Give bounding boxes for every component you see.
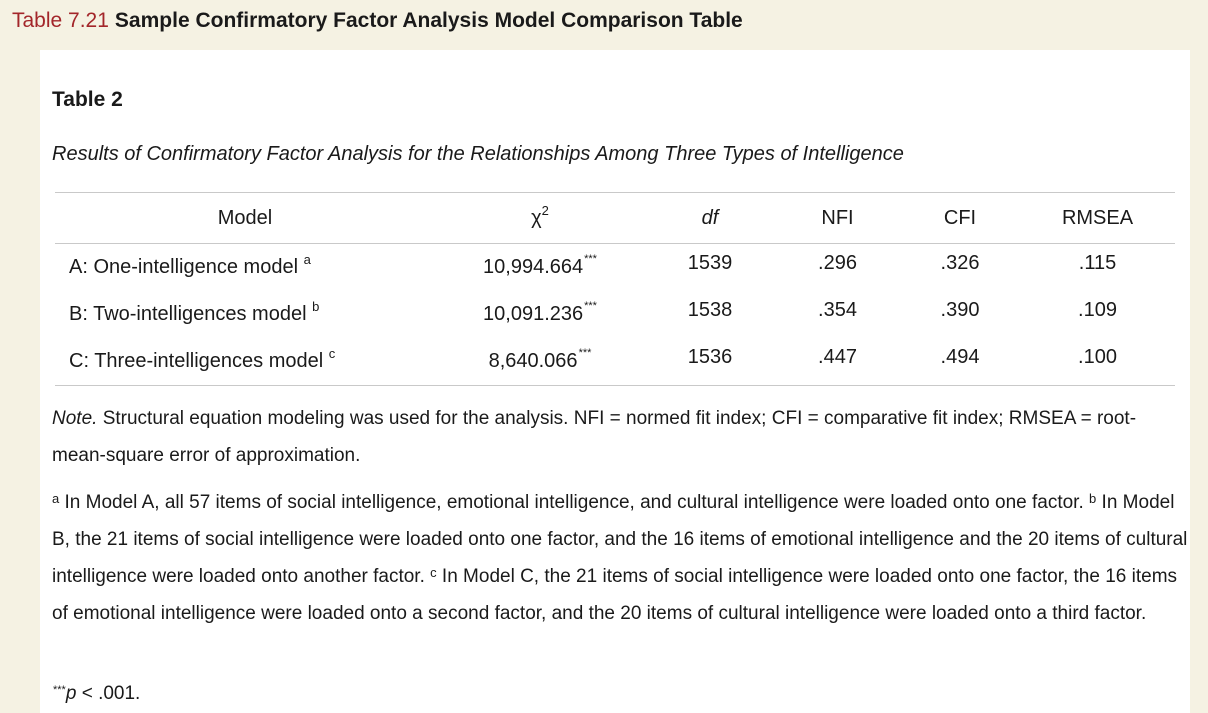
cell-rmsea: [1020, 244, 1175, 292]
table-number: Table 7.21: [12, 9, 109, 32]
footnote-a-text: In Model A, all 57 items of social intelligence, emotional intelligence, and cultural intelligence were loaded onto one factor.: [59, 492, 1090, 513]
model-footnote-marker: a: [303, 252, 311, 267]
table-caption: Results of Confirmatory Factor Analysis for the Relationships Among Three Types of Intelligence: [52, 143, 904, 165]
header-row: [55, 193, 1175, 244]
table-footnotes: [52, 484, 1197, 632]
model-footnote-marker: c: [328, 346, 336, 361]
probability-text: < .001.: [76, 683, 141, 704]
significance-stars: ***: [584, 300, 597, 312]
cfi-value: .494: [940, 346, 980, 368]
rmsea-value: .115: [1078, 252, 1117, 274]
model-footnote-marker: b: [312, 299, 320, 314]
nfi-value: .447: [818, 346, 857, 368]
df-value: 1538: [687, 299, 733, 321]
df-value: 1536: [687, 346, 733, 368]
significance-stars: ***: [578, 347, 592, 359]
cell-chi-square: [435, 338, 645, 386]
table-label: Table 2: [52, 88, 123, 111]
probability-stars: ***: [53, 684, 66, 696]
chi-exponent: 2: [541, 202, 549, 218]
df-value: 1539: [687, 252, 733, 274]
cell-cfi: [900, 244, 1020, 292]
significance-stars: ***: [584, 253, 597, 265]
page-heading: [12, 9, 743, 33]
footnote-marker-a: a: [52, 491, 60, 506]
col-cfi: CFI: [900, 193, 1020, 244]
rmsea-value: .109: [1078, 299, 1117, 321]
chi-value: 10,091.236: [483, 303, 584, 325]
cell-df: [645, 244, 775, 292]
cell-chi-square: [435, 291, 645, 338]
cell-df: [645, 291, 775, 338]
cell-cfi: [900, 338, 1020, 386]
model-name: A: One-intelligence model: [69, 256, 299, 278]
col-rmsea: RMSEA: [1020, 193, 1175, 244]
cell-df: [645, 338, 775, 386]
nfi-value: .354: [818, 299, 857, 321]
footnote-b-text: In Model B, the 21 items of social intelligence were loaded onto one factor, and the 16 items of emotional intelligence and the 20 items of cultural intelligence were loaded onto another factor.: [52, 492, 1188, 587]
results-table: [55, 192, 1175, 386]
cell-rmsea: [1020, 291, 1175, 338]
col-chi-square: [435, 193, 645, 244]
table-row: [55, 338, 1175, 386]
cell-nfi: [775, 244, 900, 292]
cell-cfi: [900, 291, 1020, 338]
chi-value: 10,994.664: [483, 256, 584, 278]
footnote-c-text: In Model C, the 21 items of social intelligence were loaded onto one factor, the 16 items of emotional intelligence were loaded onto a second factor, and the 20 items of cultural intelligence were loaded onto a third factor.: [52, 566, 1178, 624]
nfi-value: .296: [818, 252, 857, 274]
note-label: Note.: [52, 408, 98, 429]
cfi-value: .390: [940, 299, 980, 321]
rmsea-value: .100: [1078, 346, 1117, 368]
col-nfi: NFI: [775, 193, 900, 244]
table-row: [55, 291, 1175, 338]
table-heading-title: Sample Confirmatory Factor Analysis Model Comparison Table: [114, 9, 743, 32]
cell-model: [55, 338, 435, 386]
cell-model: [55, 244, 435, 292]
model-name: C: Three-intelligences model: [69, 350, 324, 372]
cell-nfi: [775, 291, 900, 338]
cell-nfi: [775, 338, 900, 386]
footnote-marker-c: c: [430, 565, 437, 580]
table-row: [55, 244, 1175, 292]
note-text: Structural equation modeling was used for the analysis. NFI = normed fit index; CFI = comparative fit index; RMSEA = root-mean-square error of approximation.: [52, 408, 1137, 466]
cell-chi-square: [435, 244, 645, 292]
chi-value: 8,640.066: [488, 350, 578, 372]
table-note: [52, 400, 1177, 474]
cell-model: [55, 291, 435, 338]
p-symbol: p: [65, 683, 77, 704]
col-df: df: [645, 193, 775, 244]
table-card: [40, 50, 1190, 713]
col-model: Model: [55, 193, 435, 244]
chi-symbol: χ: [531, 206, 542, 229]
cell-rmsea: [1020, 338, 1175, 386]
cfi-value: .326: [940, 252, 980, 274]
probability-note: [52, 675, 140, 712]
footnote-marker-b: b: [1089, 491, 1097, 506]
model-name: B: Two-intelligences model: [69, 303, 307, 325]
